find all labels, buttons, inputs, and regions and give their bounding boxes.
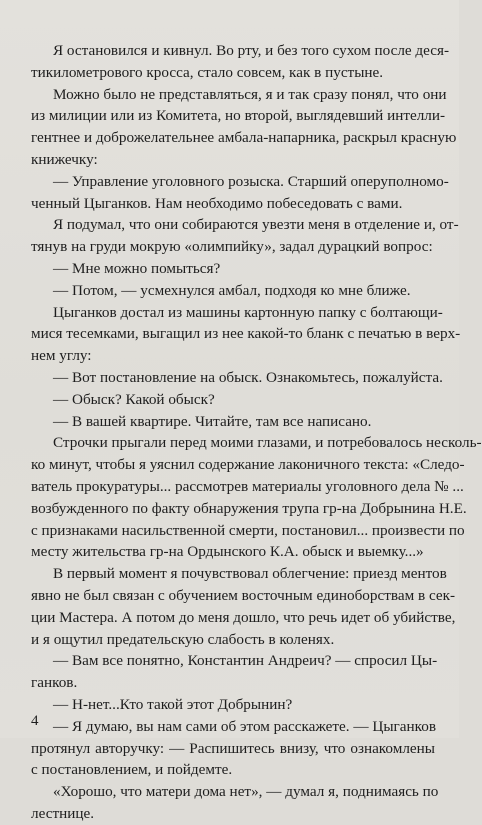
text-line: гентнее и доброжелательнее амбала-напарника, раскрыл красную (31, 129, 457, 147)
text-line: — Н-нет...Кто такой этот Добрынин? (53, 695, 293, 713)
text-line: В первый момент я почувствовал облегчение: приезд ментов (53, 565, 447, 583)
page-text (31, 40, 482, 825)
text-line: — Я думаю, вы нам сами об этом расскажете. — Цыганков (53, 717, 436, 735)
text-line: с постановлением, и пойдемте. (31, 761, 233, 779)
text-line: явно не был связан с обучением восточным единоборствам в сек- (31, 586, 456, 604)
text-line: возбужденного по факту обнаружения трупа гр-на Добрынина Н.Е. (31, 499, 467, 517)
text-line: Можно было не представляться, я и так сразу понял, что они (53, 85, 447, 103)
text-line: ченный Цыганков. Нам необходимо побеседовать с вами. (31, 194, 403, 212)
text-line: мися тесемками, выгащил из нее какой-то бланк с печатью в верх- (31, 325, 461, 343)
text-line: Я остановился и кивнул. Во рту, и без того сухом после деся- (53, 42, 450, 59)
text-line: — В вашей квартире. Читайте, там все написано. (53, 412, 372, 430)
text-line: — Вам все понятно, Константин Андреич? — спросил Цы- (53, 652, 438, 670)
text-line: ганков. (31, 674, 78, 692)
text-line: ватель прокуратуры... рассмотрев материалы уголовного дела № ... (31, 477, 464, 495)
text-line: — Управление уголовного розыска. Старший оперуполномо- (53, 172, 449, 190)
text-line: книжечку: (31, 150, 98, 168)
text-line: — Вот постановление на обыск. Ознакомьтесь, пожалуйста. (53, 368, 443, 386)
text-line: с признаками насильственной смерти, постановил... произвести по (31, 521, 465, 539)
text-line: тикилометрового кросса, стало совсем, как в пустыне. (31, 63, 384, 81)
text-line: Я подумал, что они собираются увезти меня в отделение и, от- (53, 216, 459, 234)
text-line: «Хорошо, что матери дома нет», — думал я, поднимаясь по (53, 783, 439, 801)
text-line: из милиции или из Комитета, но второй, выглядевший интелли- (31, 107, 446, 125)
text-line: и я ощутил предательскую слабость в коленях. (31, 630, 335, 648)
text-line: нем углу: (31, 347, 92, 365)
text-line: ции Мастера. А потом до меня дошло, что речь идет об убийстве, (31, 608, 456, 626)
page-number: 4 (31, 713, 39, 729)
text-line: Строчки прыгали перед моими глазами, и потребовалось несколь- (53, 434, 482, 452)
text-line: — Мне можно помыться? (53, 259, 221, 277)
text-line: месту жительства гр-на Ордынского К.А. обыск и выемку...» (31, 543, 424, 561)
text-line: протянул авторучку: — Распишитесь внизу, что ознакомлены (31, 739, 435, 757)
text-line: ко минут, чтобы я уяснил содержание лаконичного текста: «Следо- (31, 456, 465, 474)
text-line: Цыганков достал из машины картонную папку с болтающи- (53, 303, 443, 321)
text-line: лестнице. (31, 804, 94, 822)
text-line: тянув на груди мокрую «олимпийку», задал дурацкий вопрос: (31, 238, 433, 256)
text-line: — Потом, — усмехнулся амбал, подходя ко мне ближе. (53, 281, 411, 299)
text-line: — Обыск? Какой обыск? (53, 390, 215, 408)
